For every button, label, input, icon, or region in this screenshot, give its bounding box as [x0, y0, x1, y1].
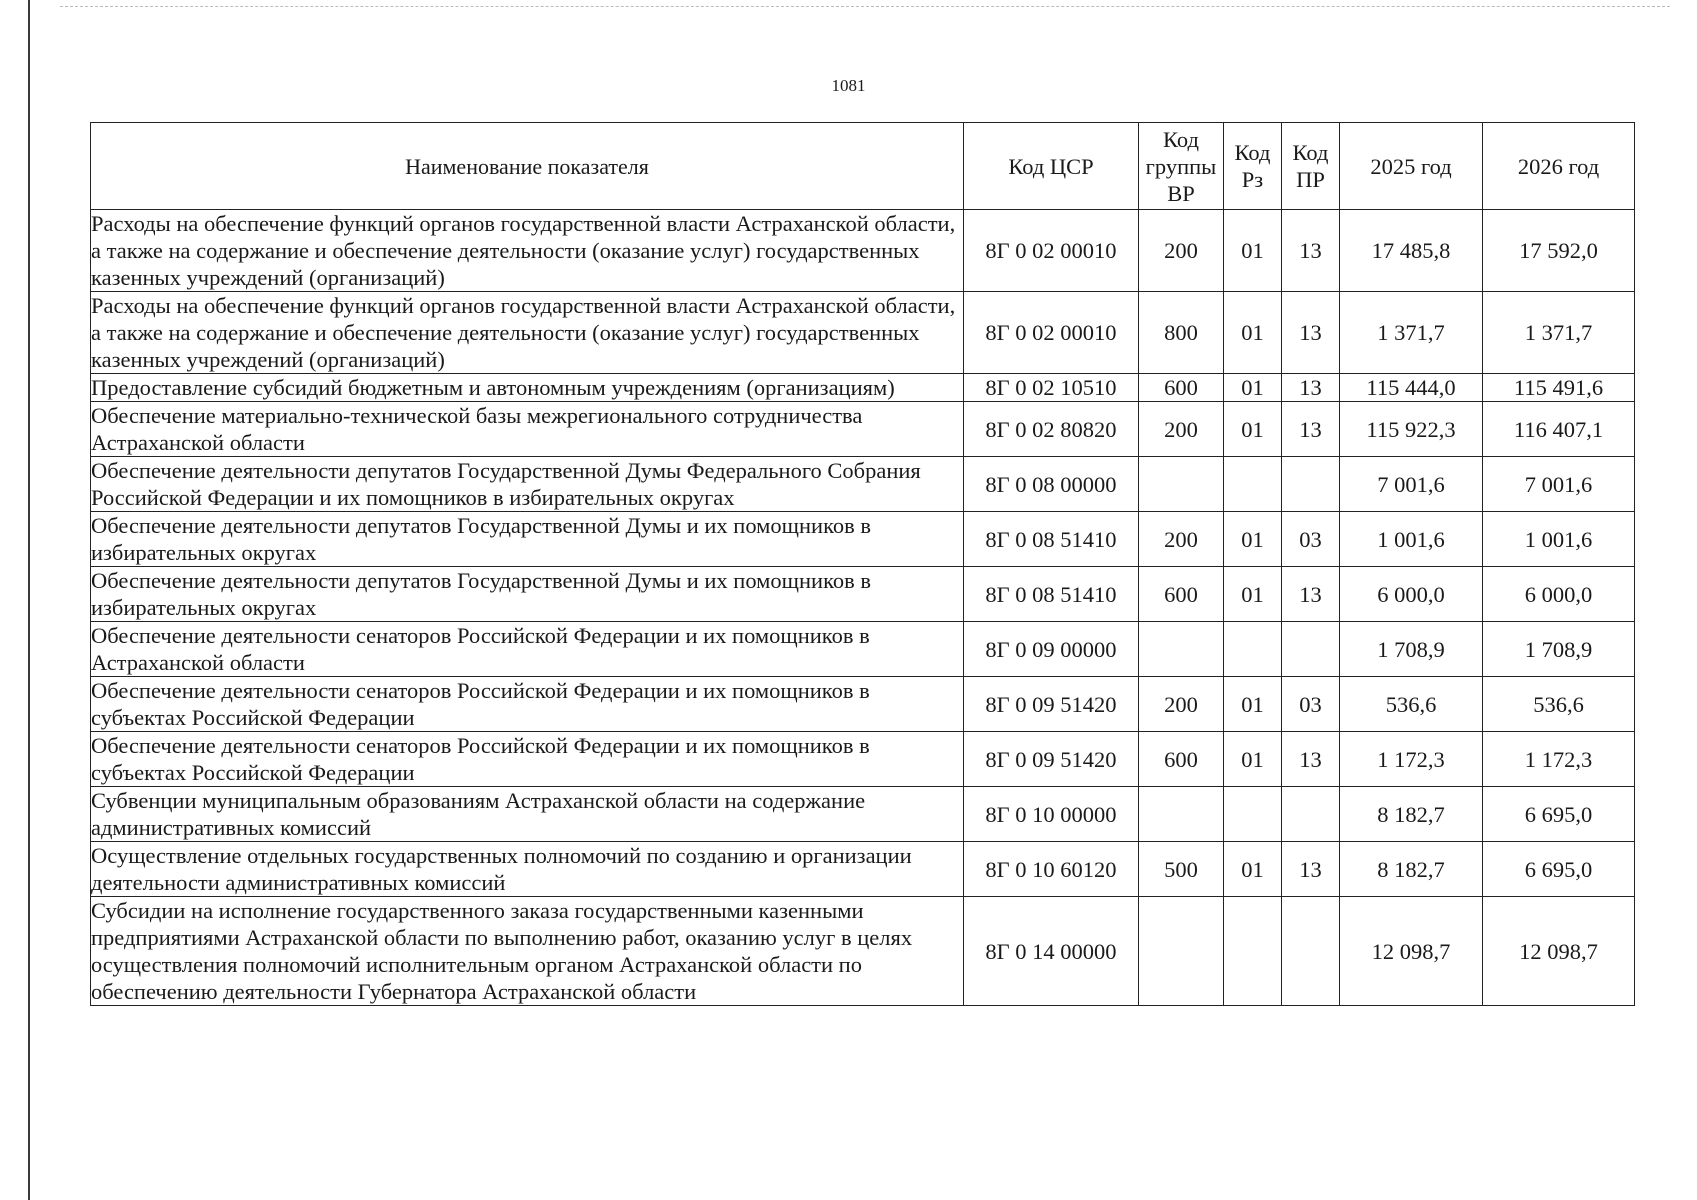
cell-vr	[1139, 897, 1224, 1006]
cell-vr: 600	[1139, 732, 1224, 787]
cell-vr: 600	[1139, 374, 1224, 402]
cell-2026: 1 172,3	[1483, 732, 1635, 787]
cell-2026: 6 000,0	[1483, 567, 1635, 622]
table-row	[91, 374, 1635, 402]
cell-name: Расходы на обеспечение функций органов государственной власти Астраханской области, а также на содержание и обеспечение деятельности (оказание услуг) государственных казенных учреждений (организаций)	[91, 210, 964, 292]
cell-rz: 01	[1224, 210, 1282, 292]
cell-2025: 7 001,6	[1340, 457, 1483, 512]
header-2026: 2026 год	[1483, 123, 1635, 210]
cell-csr: 8Г 0 08 51410	[964, 512, 1139, 567]
cell-vr: 200	[1139, 402, 1224, 457]
header-pr	[1282, 123, 1340, 210]
scan-left-edge	[28, 0, 30, 1200]
cell-csr: 8Г 0 02 00010	[964, 292, 1139, 374]
table-row	[91, 897, 1635, 1006]
cell-2026: 6 695,0	[1483, 842, 1635, 897]
cell-2026: 536,6	[1483, 677, 1635, 732]
cell-name: Обеспечение материально-технической базы межрегионального сотрудничества Астраханской области	[91, 402, 964, 457]
table-row	[91, 842, 1635, 897]
cell-rz	[1224, 457, 1282, 512]
cell-rz: 01	[1224, 292, 1282, 374]
cell-csr: 8Г 0 10 00000	[964, 787, 1139, 842]
cell-2025: 1 001,6	[1340, 512, 1483, 567]
budget-table	[90, 122, 1635, 1006]
page-number: 1081	[831, 76, 866, 95]
cell-2025: 8 182,7	[1340, 787, 1483, 842]
cell-name: Обеспечение деятельности депутатов Государственной Думы и их помощников в избирательных округах	[91, 567, 964, 622]
table-row	[91, 732, 1635, 787]
cell-2026: 7 001,6	[1483, 457, 1635, 512]
cell-2025: 6 000,0	[1340, 567, 1483, 622]
cell-rz: 01	[1224, 842, 1282, 897]
cell-name: Осуществление отдельных государственных полномочий по созданию и организации деятельности административных комиссий	[91, 842, 964, 897]
header-csr: Код ЦСР	[964, 123, 1139, 210]
cell-csr: 8Г 0 09 51420	[964, 732, 1139, 787]
cell-name: Предоставление субсидий бюджетным и автономным учреждениям (организациям)	[91, 374, 964, 402]
table-row	[91, 402, 1635, 457]
cell-2025: 115 444,0	[1340, 374, 1483, 402]
table-row	[91, 677, 1635, 732]
cell-csr: 8Г 0 02 80820	[964, 402, 1139, 457]
cell-pr: 03	[1282, 512, 1340, 567]
cell-2025: 12 098,7	[1340, 897, 1483, 1006]
cell-pr	[1282, 457, 1340, 512]
header-vr	[1139, 123, 1224, 210]
header-vr-line-3: ВР	[1167, 180, 1195, 206]
table-row	[91, 210, 1635, 292]
cell-vr: 600	[1139, 567, 1224, 622]
cell-2025: 115 922,3	[1340, 402, 1483, 457]
cell-pr: 13	[1282, 567, 1340, 622]
cell-csr: 8Г 0 08 00000	[964, 457, 1139, 512]
cell-rz	[1224, 622, 1282, 677]
cell-csr: 8Г 0 02 00010	[964, 210, 1139, 292]
cell-vr: 200	[1139, 210, 1224, 292]
cell-2026: 6 695,0	[1483, 787, 1635, 842]
cell-vr	[1139, 787, 1224, 842]
cell-pr	[1282, 787, 1340, 842]
cell-pr: 13	[1282, 374, 1340, 402]
cell-2025: 536,6	[1340, 677, 1483, 732]
cell-rz: 01	[1224, 402, 1282, 457]
table-row	[91, 512, 1635, 567]
cell-csr: 8Г 0 02 10510	[964, 374, 1139, 402]
cell-pr: 13	[1282, 210, 1340, 292]
cell-csr: 8Г 0 09 00000	[964, 622, 1139, 677]
table-row	[91, 292, 1635, 374]
cell-vr	[1139, 457, 1224, 512]
cell-2025: 8 182,7	[1340, 842, 1483, 897]
cell-rz: 01	[1224, 732, 1282, 787]
cell-2026: 115 491,6	[1483, 374, 1635, 402]
cell-rz: 01	[1224, 677, 1282, 732]
table-row	[91, 787, 1635, 842]
header-rz	[1224, 123, 1282, 210]
cell-pr: 13	[1282, 732, 1340, 787]
cell-2025: 17 485,8	[1340, 210, 1483, 292]
cell-name: Субвенции муниципальным образованиям Астраханской области на содержание административных комиссий	[91, 787, 964, 842]
header-name: Наименование показателя	[91, 123, 964, 210]
table-header-row	[91, 123, 1635, 210]
cell-csr: 8Г 0 14 00000	[964, 897, 1139, 1006]
cell-vr: 200	[1139, 677, 1224, 732]
table-row	[91, 622, 1635, 677]
scan-top-edge	[60, 6, 1670, 8]
header-vr-line-2: группы	[1145, 153, 1217, 179]
cell-name: Расходы на обеспечение функций органов государственной власти Астраханской области, а также на содержание и обеспечение деятельности (оказание услуг) государственных казенных учреждений (организаций)	[91, 292, 964, 374]
cell-pr: 03	[1282, 677, 1340, 732]
header-pr-line-2: ПР	[1296, 167, 1325, 192]
cell-rz: 01	[1224, 567, 1282, 622]
cell-2026: 1 708,9	[1483, 622, 1635, 677]
cell-rz: 01	[1224, 512, 1282, 567]
cell-pr	[1282, 897, 1340, 1006]
cell-2025: 1 708,9	[1340, 622, 1483, 677]
cell-csr: 8Г 0 09 51420	[964, 677, 1139, 732]
cell-pr: 13	[1282, 402, 1340, 457]
cell-name: Обеспечение деятельности депутатов Государственной Думы и их помощников в избирательных округах	[91, 512, 964, 567]
cell-name: Обеспечение деятельности сенаторов Российской Федерации и их помощников в Астраханской области	[91, 622, 964, 677]
cell-2026: 1 001,6	[1483, 512, 1635, 567]
header-vr-line-1: Код	[1163, 126, 1199, 152]
cell-rz: 01	[1224, 374, 1282, 402]
header-2025: 2025 год	[1340, 123, 1483, 210]
header-rz-line-2: Рз	[1241, 167, 1264, 192]
cell-2026: 17 592,0	[1483, 210, 1635, 292]
cell-pr: 13	[1282, 292, 1340, 374]
cell-rz	[1224, 787, 1282, 842]
header-rz-line-1: Код	[1234, 140, 1271, 165]
cell-vr: 800	[1139, 292, 1224, 374]
cell-csr: 8Г 0 08 51410	[964, 567, 1139, 622]
cell-name: Обеспечение деятельности сенаторов Российской Федерации и их помощников в субъектах Российской Федерации	[91, 677, 964, 732]
cell-rz	[1224, 897, 1282, 1006]
cell-2026: 1 371,7	[1483, 292, 1635, 374]
cell-name: Обеспечение деятельности сенаторов Российской Федерации и их помощников в субъектах Российской Федерации	[91, 732, 964, 787]
cell-vr: 200	[1139, 512, 1224, 567]
cell-name: Обеспечение деятельности депутатов Государственной Думы Федерального Собрания Российской Федерации и их помощников в избирательных округах	[91, 457, 964, 512]
cell-pr	[1282, 622, 1340, 677]
cell-pr: 13	[1282, 842, 1340, 897]
cell-csr: 8Г 0 10 60120	[964, 842, 1139, 897]
table-row	[91, 457, 1635, 512]
header-pr-line-1: Код	[1292, 140, 1329, 165]
cell-2025: 1 371,7	[1340, 292, 1483, 374]
cell-2025: 1 172,3	[1340, 732, 1483, 787]
cell-vr: 500	[1139, 842, 1224, 897]
cell-vr	[1139, 622, 1224, 677]
cell-2026: 12 098,7	[1483, 897, 1635, 1006]
table-row	[91, 567, 1635, 622]
cell-name: Субсидии на исполнение государственного заказа государственными казенными предприятиями Астраханской области по выполнению работ, оказанию услуг в целях осуществления полномочий исполнительным органом Астраханской области по обеспечению деятельности Губернатора Астраханской области	[91, 897, 964, 1006]
cell-2026: 116 407,1	[1483, 402, 1635, 457]
